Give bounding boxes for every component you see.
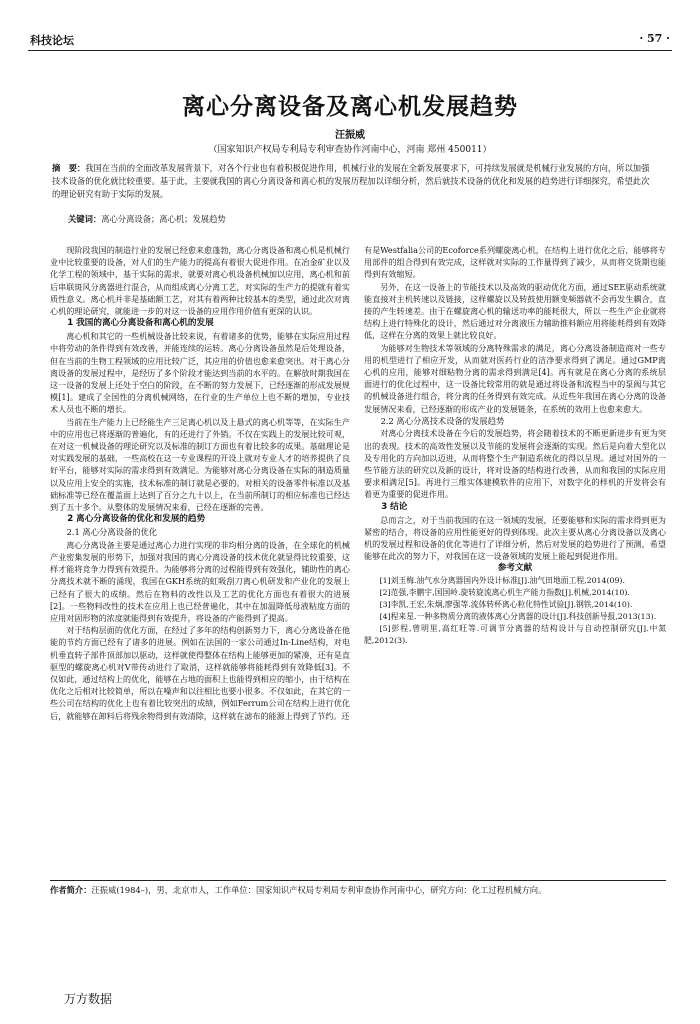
body-paragraph: 离心机和其它的一些机械设备比较来说，有着诸多的优势，能够在实际应用过程中将劳动的条件得到有效改善，并能连续的运转。离心分离设备虽然是后处理设备，但在当前的生物工程领域的应用比较广泛，其应用的价值也愈来愈突出。对于离心分离设备的发展过程中，是经历了多个阶段才能达到当前的水平的。在解放时期我国在这一设备的发展上还处于空白的阶段，在不断的努力发展下，已经逐渐的形成发展规模[1]。建成了全国性的分离机械网络，在行业的生产单位上也不断的增加，专业技术人员也不断的增长。 <box>50 331 350 415</box>
author-footnote <box>50 884 666 896</box>
section-heading: 2 离心分离设备的优化和发展的趋势 <box>67 514 206 525</box>
section-heading: 3 结论 <box>381 501 408 512</box>
body-paragraph: 总而言之，对于当前我国的在这一领域的发展，还要能够和实际的需求得到更为紧密的结合，将设备的应用性能更好的得到体现。此次主要从离心分离设备以及离心机的发展过程和设备的优化等进行了详细分析，然后对发展的趋势进行了预测，希望能够在此次的努力下，对我国在这一设备领域的发展上能起到促进作用。 <box>364 514 666 562</box>
author-affiliation: （国家知识产权局专利局专利审查协作河南中心，河南 郑州 450011） <box>208 145 492 155</box>
reference-item: [3]李凯,王宏,朱炯,廖强等.流体转杯离心粒化特性试验[J].钢铁,2014(10). <box>379 600 633 610</box>
abstract-text: 我国在当前的全面改革发展背景下，对各个行业也有着积极促进作用，机械行业的发展在全新发展要求下，可持续发展就是机械行业发展的方向，所以加强技术设备的优化就比较重要。基于此，主要就我国的离心分离设备和离心机的发展历程加以详细分析，然后就技术设备的优化和发展的趋势进行详细探究，希望此次的理论研究有助于实际的发展。 <box>52 163 650 199</box>
author-name: 汪振威 <box>335 130 365 141</box>
footnote-rule <box>50 880 666 881</box>
abstract <box>52 162 654 201</box>
reference-item: [5]彭程,曾明里,高红旺等.可调节分离器的结构设计与自动控制研究[J].中氮肥,2012(3). <box>364 624 666 646</box>
body-paragraph: 现阶段我国的制造行业的发展已经愈来愈蓬勃，离心分离设备和离心机是机械行业中比较重要的设备，对人们的生产能力的提高有着很大促进作用。在冶金矿业以及化学工程的领域中，基于实际的需求，就要对离心机设备机械加以应用，离心机和前后串联斑风分离器进行混合，从而组成离心分离工艺，对实际的生产力的提就有着实质性意义。离心机并非是基础额工艺，对其有着两种比较基本的类型，通过此次对离心机的理论研究，就能进一步的对这一设备的应用作用价值有更深的认识。 <box>50 245 350 317</box>
footnote-text: 汪振威(1984–)，男，北京市人，工作单位：国家知识产权局专利局专利审查协作河南中心，研究方向：化工过程机械方向。 <box>91 885 547 895</box>
subsection-heading: 2.2 离心分离技术设备的发展趋势 <box>380 415 505 426</box>
body-paragraph: 当前在生产能力上已经能生产三足离心机以及上悬式的离心机等等，在实际生产中的应用也已将逐渐的普遍化，有的还进行了外销。不仅在实践上的发展比较可观，在对这一机械设备的理论研究以及标准的制订方面也有着比较多的成果。基础理论是对实践发展的基础，一些高校在这一专业课程的开设上就对专业人才的培养提供了良好平台，能够对实际的需求得到有效满足。为能够对离心分离设备在实际的制造质量以及应用上安全的实施，技术标准的制订就是必要的。对相关的设备零件标准以及基础标准等已经在覆盖面上达到了百分之九十以上，在当前所制订的相应标准也已经达到了五十多个。从整体的发展情况来看，已经在逐渐的完善。 <box>50 416 350 513</box>
abstract-label: 摘 要： <box>52 163 86 173</box>
article-title: 离心分离设备及离心机发展趋势 <box>182 94 518 120</box>
subsection-heading: 2.1 离心分离设备的优化 <box>66 527 158 538</box>
journal-name: 科技论坛 <box>30 34 74 47</box>
body-paragraph: 对离心分离技术设备在今后的发展趋势，将会随着技术的不断更新进步有更为突出的表现。技术的高效性发展以及节能的发展将会逐渐的实现。然后是向着大型化以及专用化的方向加以迈进，从而将整个生产制造系统化的得以呈现。通过对国外的一些节能方法的研究以及新的设计，将对设备的结构进行改善，从而和我国的实际应用要求相满足[5]。再进行三维实体建模软件的应用下，对数字化的样机的开发将会有着更为重要的促进作用。 <box>364 428 666 500</box>
reference-item: [4]程来星.一种多物质分离的液体离心分离器的设计[J].科技创新导报,2013(13). <box>379 612 657 622</box>
body-paragraph: 有是Westfalia公司的Ecoforce系列螺旋离心机，在结构上进行优化之后，能够将专用部件的组合得到有效完成，这样就对实际的工作量得到了减少，从而将交货期也能得到有效缩短。 <box>364 245 666 280</box>
wanfang-watermark: 万方数据 <box>64 992 113 1006</box>
body-paragraph: 为能够对生物技术等领域的分离特殊需求的满足，离心分离设备制造商对一些专用的机型进行了相应开发，从而就对医药行业的洁净要求得到了满足。通过GMP离心机的应用，能够对细粘物分离的需求得到满足[4]。再有就是在离心分离的系统层面进行的优化过程中，这一设备比较常用的就是通过将设备和流程当中的泵阀与其它的机械设备进行组合，将分离的任务得到有效完成。从近些年我国在离心分离的设备发展情况来看，已经逐渐的形成产业的发展链条，在系统的效用上也愈来愈大。 <box>364 342 666 414</box>
body-paragraph: 离心分离设备主要是通过离心力进行实现的非均相分离的设备，在全球化的机械产业密集发展的形势下，加强对我国的离心分离设备的技术优化就显得比较重要，这样才能将竞争力得到有效提升。为能够将分离的过程能得到有效强化，辅助性的离心分离技术就不断的涌现，我国在GKH系统的虹吸刮刀离心机研发和产业化的发展上已经有了很大的成绩。然后在物料的改性以及工艺的优化方面也有着很大的进展[2]。一些物料改性的技术在应用上也已经普遍化，其中在加温降低母液粘度方面的应用对固形物的浓度就能得到有效提升，将设备的产能得到了提高。 <box>50 539 350 623</box>
keywords-text: 离心分离设备；离心机；发展趋势 <box>101 214 226 224</box>
body-paragraph: 另外，在这一设备上的节能技术以及高效的驱动优化方面，通过SEE驱动系统就能直接对主机转速以及链接，这样螺旋以及转鼓使用额变频器就不会再发生耦合，直接的产生转速差。由于在螺旋离心机的输送功率的能耗很大，所以一些生产企业就将结构上进行特殊化的设计，然后通过对分离液压力辅助推料额应用将能耗得到有效降低，这样在分离的效果上就比较良好。 <box>364 281 666 341</box>
section-heading: 1 我国的离心分离设备和离心机的发展 <box>67 318 214 329</box>
footnote-label: 作者简介： <box>50 885 92 895</box>
body-column-left <box>50 244 350 722</box>
body-paragraph: 对于结构层面的优化方面，在经过了多年的结构创新努力下，离心分离设备在他能的节约方面已经有了诸多的进展。例如在法国的一家公司通过In-Line结构，对电机垂直转子部件顶部加以驱动，这样就使得整体在结构上能够更加的紧凑，还有是直驱型的螺旋离心机对V带传动进行了取消，这样就能够将能耗得到有效降低[3]。不仅如此，通过结构上的优化，能够在占地的面积上也能得到相应的缩小，由于结构在优化之后相对比较简单，所以在噪声和以往相比也要小很多。不仅如此，在其它的一些公司在结构的优化上也有着比较突出的成绩，例如Ferrum公司在结构上进行优化后，就能够在卸料后将残余物得到有效清除，这样就在滤布的能源上得到了节约。还 <box>50 625 350 721</box>
running-header <box>28 30 672 51</box>
page-number: · 57 · <box>639 32 670 45</box>
keywords-label: 关键词： <box>68 214 102 224</box>
keywords <box>68 213 654 225</box>
reference-item: [2]范强,李鹏宇,国国岭.旋转旋流离心机生产能力指数[J].机械,2014(10). <box>379 588 630 598</box>
reference-item: [1]刘玉梅.油气水分离器国内外设计标准[J].油气田地面工程,2014(09). <box>379 576 625 586</box>
references-heading: 参考文献 <box>497 563 533 574</box>
body-column-right <box>364 244 666 647</box>
